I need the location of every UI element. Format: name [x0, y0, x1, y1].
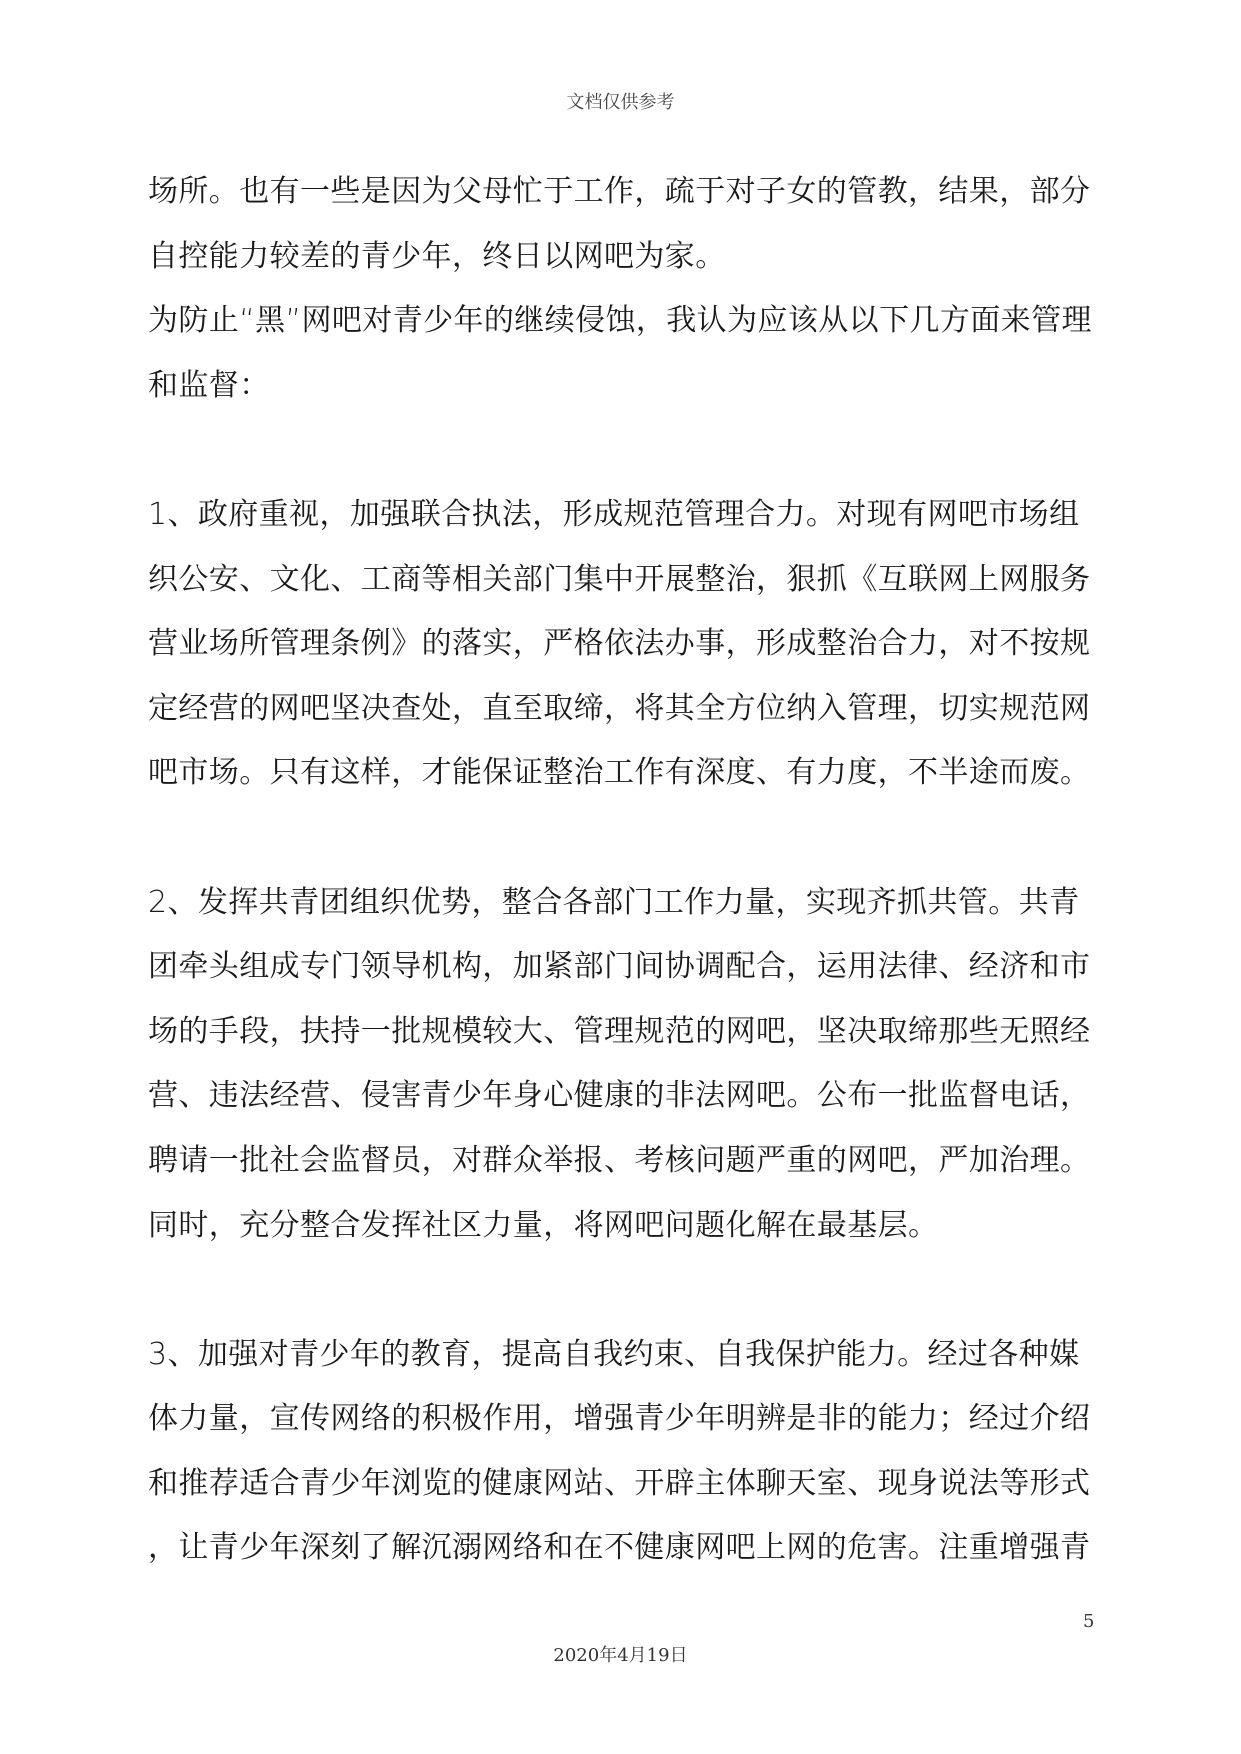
blank-line — [148, 1258, 1108, 1323]
page-number: 5 — [1083, 1611, 1095, 1632]
text-line: 自控能力较差的青少年，终日以网吧为家。 — [148, 238, 726, 274]
text-line: 定经营的网吧坚决查处，直至取缔，将其全方位纳入管理，切实规范网 — [148, 690, 1091, 726]
text-line: 同时，充分整合发挥社区力量，将网吧问题化解在最基层。 — [148, 1207, 939, 1243]
text-line: 和推荐适合青少年浏览的健康网站、开辟主体聊天室、现身说法等形式 — [148, 1465, 1091, 1501]
text-line: 营、违法经营、侵害青少年身心健康的非法网吧。公布一批监督电话， — [148, 1078, 1091, 1114]
text-line: 场所。也有一些是因为父母忙于工作，疏于对子女的管教，结果，部分 — [148, 174, 1091, 209]
blank-line — [148, 806, 1108, 871]
text-line: 织公安、文化、工商等相关部门集中开展整治，狠抓《互联网上网服务 — [148, 561, 1091, 597]
document-body — [148, 160, 1108, 1581]
text-line: 体力量，宣传网络的积极作用，增强青少年明辨是非的能力；经过介绍 — [148, 1401, 1091, 1437]
page-header: 文档仅供参考 — [566, 92, 675, 113]
text-line: 1、政府重视，加强联合执法，形成规范管理合力。对现有网吧市场组 — [148, 496, 1080, 532]
text-line: 吧市场。只有这样，才能保证整治工作有深度、有力度，不半途而废。 — [148, 755, 1091, 791]
text-line: 和监督： — [148, 367, 270, 403]
text-line: 团牵头组成专门领导机构，加紧部门间协调配合，运用法律、经济和市 — [148, 949, 1091, 985]
text-line: ，让青少年深刻了解沉溺网络和在不健康网吧上网的危害。注重增强青 — [148, 1530, 1091, 1566]
text-line: 场的手段，扶持一批规模较大、管理规范的网吧，坚决取缔那些无照经 — [148, 1013, 1091, 1049]
text-line: 2、发挥共青团组织优势，整合各部门工作力量，实现齐抓共管。共青 — [148, 884, 1080, 920]
blank-line — [148, 418, 1108, 483]
text-line: 为防止“黑”网吧对青少年的继续侵蚀，我认为应该从以下几方面来管理 — [148, 303, 1092, 339]
footer-date: 2020年4月19日 — [553, 1645, 688, 1666]
text-line: 聘请一批社会监督员，对群众举报、考核问题严重的网吧，严加治理。 — [148, 1142, 1091, 1178]
text-line: 3、加强对青少年的教育，提高自我约束、自我保护能力。经过各种媒 — [148, 1336, 1080, 1372]
text-line: 营业场所管理条例》的落实，严格依法办事，形成整治合力，对不按规 — [148, 626, 1091, 662]
